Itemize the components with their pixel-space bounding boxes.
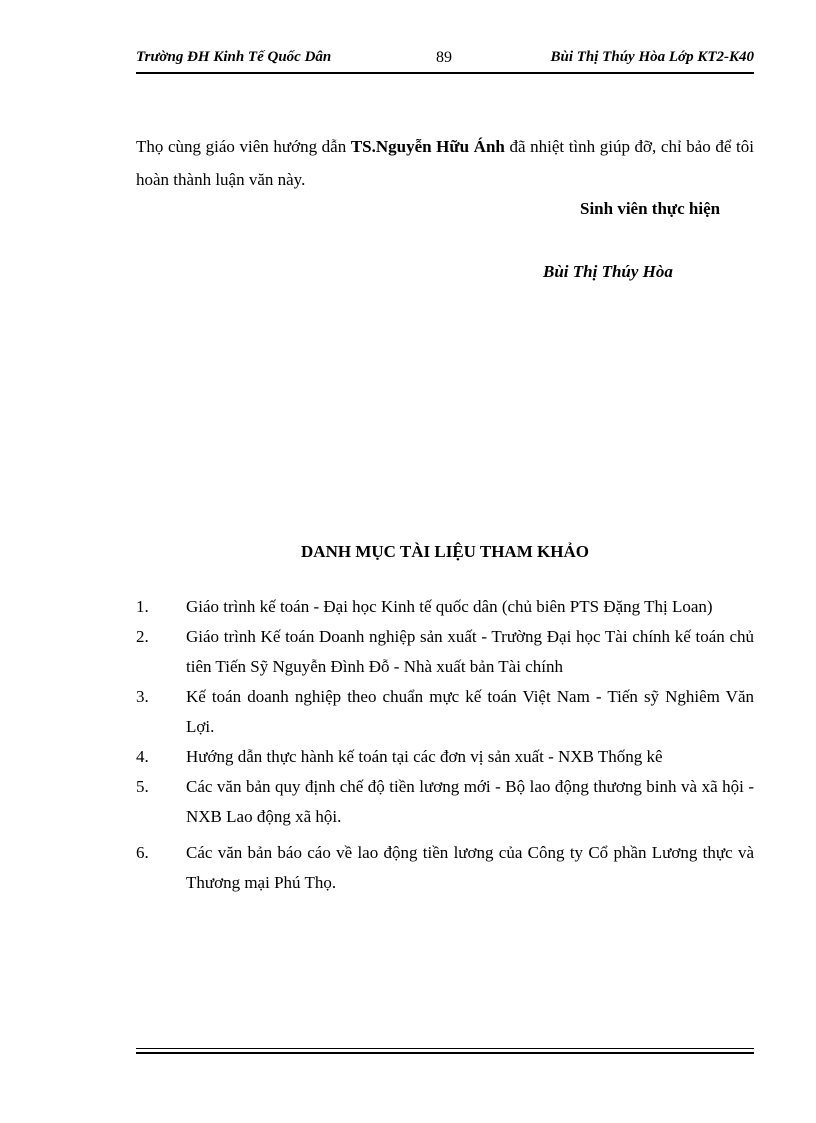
footer-rule-thin <box>136 1048 754 1049</box>
reference-text: Các văn bản quy định chế độ tiền lương mới - Bộ lao động thương binh và xã hội - NXB Lao động xã hội. <box>186 777 754 826</box>
header-page-number: 89 <box>436 49 452 66</box>
reference-item <box>136 742 754 772</box>
reference-number: 6. <box>136 843 149 862</box>
reference-item <box>136 682 754 742</box>
reference-item <box>136 592 754 622</box>
ack-text-before: Thọ cùng giáo viên hướng dẫn <box>136 137 351 156</box>
signer-title: Sinh viên thực hiện <box>580 199 721 218</box>
advisor-name: TS.Nguyễn Hữu Ánh <box>350 137 505 156</box>
ack-text-after: đã nhiệt tình giúp đỡ, chỉ bảo để tôi hoàn thành luận văn này. <box>136 137 754 189</box>
header-rule <box>136 72 754 74</box>
reference-text: Kế toán doanh nghiệp theo chuẩn mực kế toán Việt Nam - Tiến sỹ Nghiêm Văn Lợi. <box>186 687 754 736</box>
footer-rule-thick <box>136 1052 754 1054</box>
reference-item <box>136 772 754 832</box>
reference-text: Giáo trình kế toán - Đại học Kinh tế quốc dân (chủ biên PTS Đặng Thị Loan) <box>186 597 713 616</box>
reference-number: 4. <box>136 747 149 766</box>
acknowledgement-paragraph <box>136 130 754 196</box>
references-list <box>136 592 754 898</box>
page-header <box>136 47 754 73</box>
reference-number: 2. <box>136 627 149 646</box>
signer-name: Bùi Thị Thúy Hòa <box>543 262 673 281</box>
header-school: Trường ĐH Kinh Tế Quốc Dân <box>136 49 332 65</box>
reference-item <box>136 622 754 682</box>
references-title: DANH MỤC TÀI LIỆU THAM KHẢO <box>301 542 589 561</box>
reference-item <box>136 838 754 898</box>
header-author-class: Bùi Thị Thúy Hòa Lớp KT2-K40 <box>550 49 754 65</box>
reference-number: 3. <box>136 687 149 706</box>
reference-text: Các văn bản báo cáo về lao động tiền lương của Công ty Cổ phần Lương thực và Thương mại Phú Thọ. <box>186 843 754 892</box>
reference-text: Hướng dẫn thực hành kế toán tại các đơn vị sản xuất - NXB Thống kê <box>186 747 663 766</box>
reference-number: 5. <box>136 777 149 796</box>
reference-number: 1. <box>136 597 149 616</box>
reference-text: Giáo trình Kế toán Doanh nghiệp sản xuất - Trường Đại học Tài chính kế toán chủ tiên Tiến Sỹ Nguyễn Đình Đỗ - Nhà xuất bản Tài chính <box>186 627 754 676</box>
